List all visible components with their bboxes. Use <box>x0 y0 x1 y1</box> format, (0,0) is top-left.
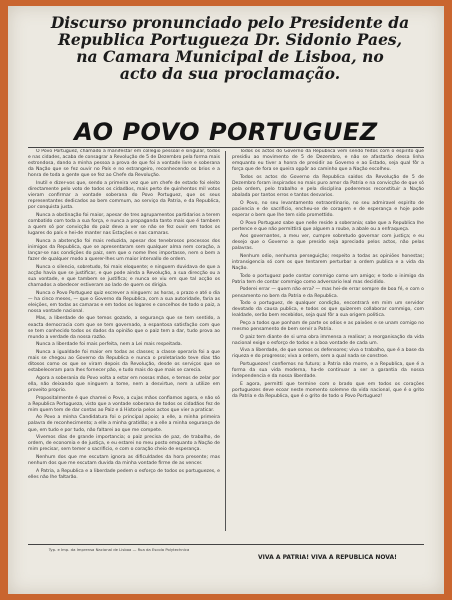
paragraph: Inutil e dizer-vos que, sendo a primeira vez que um chefe de estado foi eleito directamente pelo voto de todos os cidadãos, mais perto de quinhentos mil votos vieram confirmar a vontade soberana do Povo Portuguez, que os seus representantes dedicados ao bem commum, ao serviço da Patria, e da Republica, por conquista justa. <box>28 180 220 211</box>
paragraph: Nenhum odio, nenhuma perseguição; respeito a todas as opiniões honestas; intransigencia só com os que tentarem perturbar a ordem publica e a vida da Nação. <box>232 254 424 272</box>
paragraph: O Povo Portuguez, chamado a manifestar em collegio pessoal e singular, todos e nas cidades, acaba de consagrar a Revolução de 5 de Dezembro pela forma mais estrondosa, dando a minha pessoa a prova de que foi a vontade livre e soberana da Nação que se fez ouvir no País e no estrangeiro, reconhecendo os brios e a honra de toda a gente que se fez ao Chefe da Revolução. <box>28 149 220 179</box>
paragraph: Poderei errar — quem não erra? — mas hei-de errar sempre de boa fé, e com o pensamento no bem da Patria e da Republica. <box>232 287 424 299</box>
paragraph: Peço a todos que ponham de parte os odios e as paixões e se unam comigo no mesmo pensamento de bem servir a Patria. <box>232 320 424 333</box>
paragraph: Propositalmente é que chamei o Povo, a cujas mãos confiamos agora, e não só a Republica Portugueza, visto que a vontade soberana de todos os cidadãos fez de mim quem tem de dar contas ao Paiz e á Historia pelos actos que vier a praticar. <box>28 395 220 413</box>
paragraph: Aos governantes, a meu ver, cumpre sobretudo governar com justiça; e eu desejo que o Governo a que presido seja apreciado pelos actos, não pelas palavras. <box>232 234 424 252</box>
paragraph: Nunca o silencio, sobretudo, foi mais eloquente; e ninguem duvidava de que a acção havia que se justificar, e que pode ainda a Revolução, a sua direcção ou a sua vontade, e que tambem se justifica; e nunca se viu em que tal acção os chamados a obedecer estiveram ao lado de quem os dirigia. <box>28 264 220 288</box>
title-rule <box>28 147 424 148</box>
printer-imprint: Typ. e Imp. da Imprensa Nacional de Lisboa — Rua da Escola Polytechnica <box>48 547 190 552</box>
speech-heading <box>30 14 430 82</box>
closing-motto: VIVA A PATRIA! VIVA A REPUBLICA NOVA! <box>258 554 397 561</box>
paragraph: E agora, permitti que termine com o brado que em todos os corações portuguezes deve ecoar neste momento solemne da vida nacional, que é o grito da Patria e da Republica, que é o grito de todo o Povo Portuguez! <box>232 381 424 399</box>
heading-line: Republica Portugueza Dr. Sidonio Paes, <box>57 30 403 49</box>
paragraph: Vivemos dias de grande importancia; o paiz precisa de paz, de trabalho, de ordem, de economia e de justiça, e eu estarei no meu posto emquanto a Nação de mim precisar, sem temer o sacrificio, e com o coração cheio de esperança. <box>28 435 220 453</box>
paragraph: Todo o portuguez pode contar commigo como um amigo; e todo o inimigo da Patria tem de contar commigo como adversario leal mas decidido. <box>232 273 424 285</box>
heading-line: acto da sua proclamação. <box>119 64 341 83</box>
paragraph: A Patria, a Republica e a liberdade pedem o esforço de todos os portuguezes, e elles não lhe faltarão. <box>28 468 220 480</box>
paragraph: Todo o portuguez, de qualquer condição, encontrará em mim um servidor devotado da causa publica, e todos os que quizerem collaborar commigo, com lealdade, serão bem recebidos, seja qual fôr a sua origem politica. <box>232 301 424 319</box>
paragraph: Agora a soberania do Povo volta a estar em nossas mãos, e temos de zelar por ella, não deixando que ninguem a tome, nem a desvirtue, nem a utilize em proveito proprio. <box>28 375 220 393</box>
poster-sheet <box>8 6 444 594</box>
paragraph: O Povo Portuguez sabe que nelle reside a soberania; sabe que a Republica lhe pertence e que não permittirá que alguem a roube, a abale ou a enfraqueça. <box>232 220 424 232</box>
paragraph: Viva a liberdade, de que somos os defensores; viva o trabalho, que é a base da riqueza e do progresso; viva a ordem, sem a qual nada se constroe. <box>232 348 424 360</box>
paragraph: Nunca a igualdade foi maior em todas as classes; a classe operaria foi a que mais se chegou ao Governo da Republica e nunca o proletariado teve dias tão ditosos como os que se viram depois da Revolução, desde os serviços que se estabeleceram para lhes fornecer pão, e tudo mais do que mais se carecia. <box>28 349 220 374</box>
paragraph: O Povo, no seu levantamento extraordinario, no seu admiravel espirito de paciencia e de sacrificio, encheu-se de coragem e de esperança e hoje pode esperar o bem que lhe tem sido promettido. <box>232 200 424 218</box>
paragraph: Ao Povo a minha Candidatura foi o principal apoio; a elle, a minha primeira palavra de reconhecimento; a elle a minha gratidão; e a elle a minha segurança de que, em tudo e por tudo, não faltarei ao que me compete. <box>28 415 220 433</box>
paragraph: Portuguezes! confiemos no futuro; a Patria não morre, e a Republica, que é a forma da sua vida moderna, ha-de continuar a ser a garantia da nossa independencia e da nossa liberdade. <box>232 362 424 380</box>
paragraph: Nenhum dos que me escutam ignora as dificuldades da hora presente; mas nenhum dos que me escutam duvida da minha vontade firme de as vencer. <box>28 454 220 466</box>
paragraph: O paiz tem diante de si uma obra immensa a realisar; a reorganisação da vida nacional exige o esforço de todos e a boa vontade de cada um. <box>232 334 424 346</box>
column-divider <box>225 151 226 531</box>
paragraph: Nunca o Povo Portuguez quiz escrever a ninguem: as horas, o prazo e até o dia — ha cinco meses, — que o Governo da Republica, com a sua autoridade, faria as eleições, em todas as camaras e em todos os logares e concelhos de todo o paiz, a nossa vontade nacional. <box>28 290 220 314</box>
heading-line: Discurso pronunciado pelo Presidente da <box>50 13 410 32</box>
paragraph: Nunca a abstenção foi mais reduzida, apesar dos tenebrosos processos dos inimigos da Republica, que se apresentaram sem qualquer alma nem coração, a lançar-se nas condições do paiz, sem que o nome lhes importasse, nem o bem a fazer de qualquer modo a querer-lhes um maior intervallo de ordem. <box>28 238 220 263</box>
paragraph: Todos os actos do Governo da Republica saidos da Revolução de 5 de Dezembro foram inspirados no mais puro amor da Patria e na convicção de que só pela ordem, pelo trabalho e pela disciplina poderemos reconstituir a Nação abalada por tantos erros e tantos desvarios. <box>232 174 424 199</box>
paragraph: Todos os actos do Governo da Republica vem sendo feitos com o espirito que presidiu ao movimento de 5 de Dezembro, e não se afastarão dessa linha emquanto eu tiver a honra de presidir ao Governo e ao Estado, seja qual fôr a força que de fora se queira oppôr ao caminho que a Nação escolheu. <box>232 149 424 173</box>
paragraph: Nunca a obstinação foi maior, apesar de tres agrupamentos partidarios a terem combatido com toda a sua força, e nunca a propaganda tanto mais que é tambem a quem só por convicção do paiz devo a ver se não se fez ouvir em todos os lugares do país e hei-de manter nas Estações e nas camaras. <box>28 212 220 237</box>
footer-rule <box>28 544 424 545</box>
poster-title: AO POVO PORTUGUEZ <box>74 118 378 146</box>
paragraph: Nunca a liberdade foi mais perfeita, nem a Lei mais respeitada. <box>36 342 183 348</box>
heading-line: na Camara Municipal de Lisboa, no <box>76 47 384 66</box>
text-column-right <box>232 149 424 533</box>
text-column-left <box>28 149 220 533</box>
paragraph: Mas, a liberdade de que temos gozado, a segurança que se tem sentido, a exacta democracia com que se tem governado, a espantosa satisfação com que se tem conhecido todos os dados da opinião que o paiz tem a dar, tudo prova ao mundo a verdade da nossa razão. <box>28 316 220 340</box>
